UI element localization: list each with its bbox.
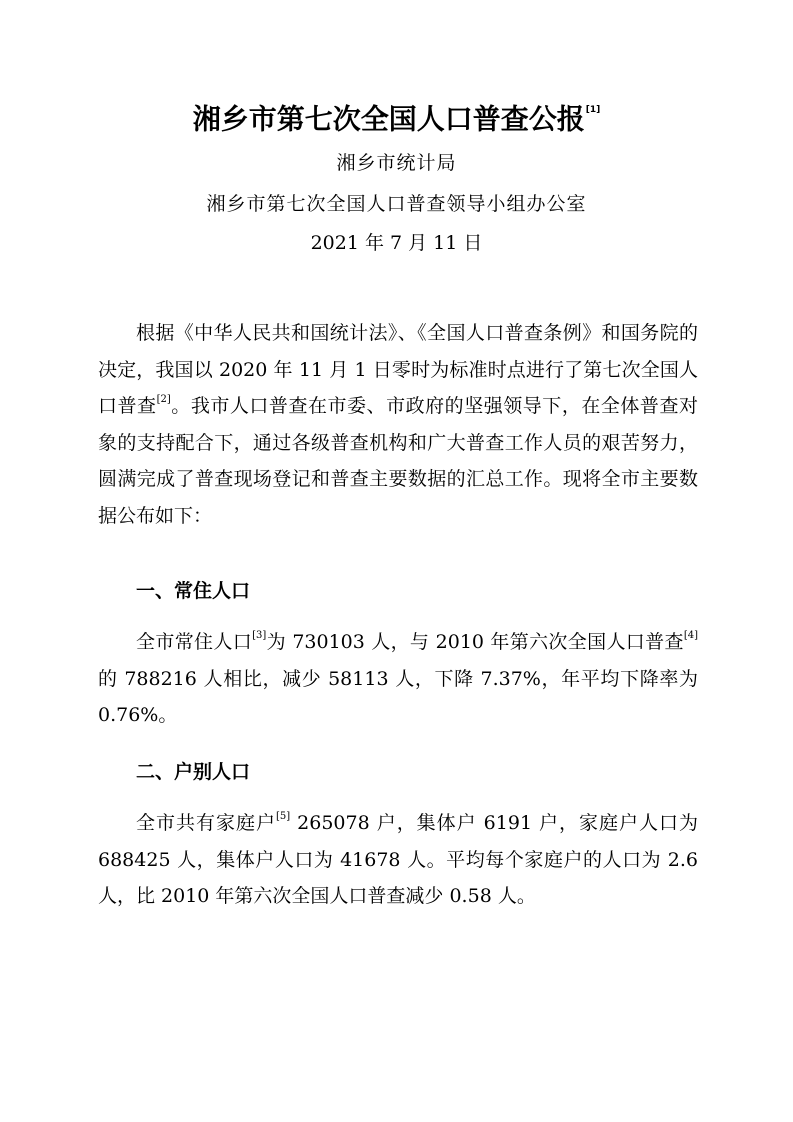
- section-heading-resident-population: 一、常住人口: [136, 580, 251, 602]
- issuer-census-office: 湘乡市第七次全国人口普查领导小组办公室: [206, 193, 587, 215]
- section2-text-1: 全市共有家庭户: [136, 812, 276, 834]
- footnote-ref-5: [5]: [275, 810, 291, 822]
- publication-date: 2021 年 7 月 11 日: [310, 232, 483, 254]
- section1-text-1: 全市常住人口: [136, 631, 253, 653]
- section2-text-2: 265078 户，集体户 6191 户，家庭户人口为 688425 人，集体户人口为 41678 人。平均每个家庭户的人口为 2.6 人，比 2010 年第六次全国人口普查减少 0.58 人。: [98, 812, 698, 907]
- intro-paragraph: [98, 315, 698, 534]
- household-population-paragraph: [98, 805, 698, 915]
- title-text: 湘乡市第七次全国人口普查公报: [192, 102, 585, 136]
- section1-text-2: 为 730103 人，与 2010 年第六次全国人口普查: [266, 631, 684, 653]
- resident-population-paragraph: [98, 624, 698, 734]
- section1-text-3: 的 788216 人相比，减少 58113 人，下降 7.37%，年平均下降率为 0.76%。: [98, 667, 698, 726]
- intro-text-1: 根据《中华人民共和国统计法》、《全国人口普查条例》和国务院的决定，我国以 2020 年 11 月 1 日零时为标准时点进行了第七次全国人口普查: [98, 322, 698, 417]
- footnote-ref-4: [4]: [683, 629, 698, 641]
- issuer-statistics-bureau: 湘乡市统计局: [336, 152, 457, 174]
- footnote-ref-1: [1]: [585, 105, 601, 115]
- footnote-ref-3: [3]: [252, 629, 267, 641]
- document-title: [0, 96, 793, 139]
- intro-text-2: 。我市人口普查在市委、市政府的坚强领导下，在全体普查对象的支持配合下，通过各级普查机构和广大普查工作人员的艰苦努力，圆满完成了普查现场登记和普查主要数据的汇总工作。现将全市主要数据公布如下：: [98, 395, 698, 527]
- section-heading-household-population: 二、户别人口: [136, 761, 251, 783]
- footnote-ref-2: [2]: [156, 393, 171, 405]
